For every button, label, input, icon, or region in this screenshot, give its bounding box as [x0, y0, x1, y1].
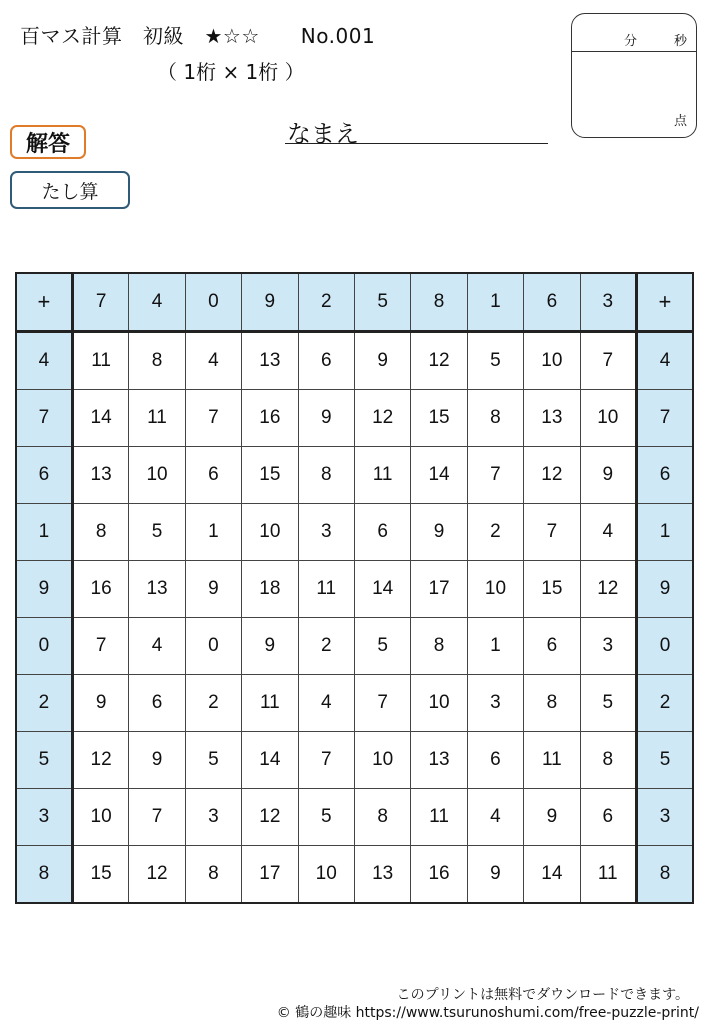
- answer-cell: 14: [72, 390, 128, 447]
- left-header-cell: 6: [16, 447, 72, 504]
- answer-cell: 11: [411, 789, 467, 846]
- answer-cell: 15: [242, 447, 298, 504]
- answer-cell: 4: [298, 675, 354, 732]
- answer-cell: 10: [129, 447, 185, 504]
- hundred-square-grid: [15, 272, 694, 904]
- left-header-cell: 3: [16, 789, 72, 846]
- answer-cell: 2: [298, 618, 354, 675]
- answer-cell: 6: [467, 732, 523, 789]
- answer-cell: 13: [129, 561, 185, 618]
- answer-cell: 13: [524, 390, 580, 447]
- answer-cell: 17: [242, 846, 298, 904]
- answer-cell: 3: [580, 618, 636, 675]
- right-header-cell: 8: [636, 846, 693, 904]
- answer-cell: 3: [298, 504, 354, 561]
- answer-cell: 13: [242, 332, 298, 390]
- answer-cell: 15: [411, 390, 467, 447]
- answer-cell: 9: [72, 675, 128, 732]
- answer-cell: 12: [354, 390, 410, 447]
- worksheet-subtitle: （ 1桁 × 1桁 ）: [157, 60, 305, 84]
- answer-cell: 6: [129, 675, 185, 732]
- answer-cell: 9: [185, 561, 241, 618]
- top-header-cell: 7: [72, 273, 128, 332]
- answer-cell: 16: [72, 561, 128, 618]
- answer-cell: 7: [129, 789, 185, 846]
- left-header-cell: 1: [16, 504, 72, 561]
- answer-cell: 13: [354, 846, 410, 904]
- answer-cell: 9: [524, 789, 580, 846]
- name-label: なまえ: [287, 120, 359, 148]
- grid-row: [16, 732, 693, 789]
- score-box: [571, 13, 697, 138]
- answer-cell: 6: [580, 789, 636, 846]
- top-header-cell: 6: [524, 273, 580, 332]
- left-header-cell: 9: [16, 561, 72, 618]
- answer-cell: 5: [580, 675, 636, 732]
- answer-cell: 4: [580, 504, 636, 561]
- top-header-cell: 9: [242, 273, 298, 332]
- answer-cell: 7: [467, 447, 523, 504]
- answer-cell: 4: [185, 332, 241, 390]
- answer-cell: 18: [242, 561, 298, 618]
- seconds-label: 秒: [674, 34, 688, 49]
- answer-cell: 13: [411, 732, 467, 789]
- answer-cell: 12: [411, 332, 467, 390]
- answer-cell: 7: [185, 390, 241, 447]
- answer-cell: 3: [185, 789, 241, 846]
- operation-type-badge: たし算: [10, 171, 130, 209]
- grid-row: [16, 390, 693, 447]
- answer-cell: 10: [524, 332, 580, 390]
- answer-cell: 12: [242, 789, 298, 846]
- answer-cell: 11: [298, 561, 354, 618]
- grid-row: [16, 846, 693, 904]
- answer-cell: 8: [354, 789, 410, 846]
- answer-cell: 14: [242, 732, 298, 789]
- answer-cell: 1: [467, 618, 523, 675]
- operator-cell-top-right: +: [636, 273, 693, 332]
- right-header-cell: 2: [636, 675, 693, 732]
- answer-cell: 6: [354, 504, 410, 561]
- minutes-label: 分: [624, 34, 638, 49]
- right-header-cell: 3: [636, 789, 693, 846]
- operator-cell-top-left: +: [16, 273, 72, 332]
- answer-cell: 5: [354, 618, 410, 675]
- footer-copyright: © 鶴の趣味 https://www.tsurunoshumi.com/free-puzzle-print/: [276, 1005, 699, 1021]
- answer-cell: 15: [72, 846, 128, 904]
- grid-row: [16, 618, 693, 675]
- answer-cell: 5: [298, 789, 354, 846]
- answer-cell: 2: [185, 675, 241, 732]
- answer-cell: 8: [524, 675, 580, 732]
- answer-cell: 12: [72, 732, 128, 789]
- answer-cell: 14: [411, 447, 467, 504]
- answer-cell: 17: [411, 561, 467, 618]
- answer-cell: 5: [467, 332, 523, 390]
- top-header-cell: 8: [411, 273, 467, 332]
- answer-cell: 6: [185, 447, 241, 504]
- top-header-cell: 1: [467, 273, 523, 332]
- answer-cell: 10: [242, 504, 298, 561]
- answer-cell: 9: [298, 390, 354, 447]
- answer-cell: 13: [72, 447, 128, 504]
- answer-cell: 6: [298, 332, 354, 390]
- answer-cell: 8: [298, 447, 354, 504]
- footer-download-note: このプリントは無料でダウンロードできます。: [396, 987, 689, 1003]
- top-header-cell: 2: [298, 273, 354, 332]
- left-header-cell: 8: [16, 846, 72, 904]
- top-header-cell: 5: [354, 273, 410, 332]
- answer-cell: 14: [524, 846, 580, 904]
- points-label: 点: [674, 114, 688, 129]
- grid-row: [16, 332, 693, 390]
- answer-cell: 8: [185, 846, 241, 904]
- answer-cell: 9: [354, 332, 410, 390]
- answer-cell: 5: [185, 732, 241, 789]
- grid-row: [16, 675, 693, 732]
- answer-cell: 5: [129, 504, 185, 561]
- answer-cell: 11: [354, 447, 410, 504]
- answer-cell: 12: [524, 447, 580, 504]
- right-header-cell: 9: [636, 561, 693, 618]
- answer-cell: 11: [242, 675, 298, 732]
- name-line: [285, 143, 548, 144]
- answer-cell: 10: [298, 846, 354, 904]
- answer-cell: 8: [467, 390, 523, 447]
- top-header-cell: 4: [129, 273, 185, 332]
- grid-row: [16, 447, 693, 504]
- answer-cell: 10: [354, 732, 410, 789]
- answer-cell: 11: [72, 332, 128, 390]
- left-header-cell: 2: [16, 675, 72, 732]
- left-header-cell: 7: [16, 390, 72, 447]
- worksheet-title: 百マス計算 初級 ★☆☆ No.001: [20, 24, 376, 48]
- answer-cell: 9: [242, 618, 298, 675]
- right-header-cell: 5: [636, 732, 693, 789]
- answer-cell: 10: [72, 789, 128, 846]
- answer-cell: 10: [580, 390, 636, 447]
- answer-cell: 12: [129, 846, 185, 904]
- grid-row: [16, 504, 693, 561]
- answer-cell: 6: [524, 618, 580, 675]
- answer-cell: 9: [467, 846, 523, 904]
- answer-cell: 11: [580, 846, 636, 904]
- answer-badge: 解答: [10, 125, 86, 159]
- right-header-cell: 0: [636, 618, 693, 675]
- answer-cell: 8: [580, 732, 636, 789]
- answer-cell: 1: [185, 504, 241, 561]
- answer-cell: 4: [467, 789, 523, 846]
- answer-cell: 7: [580, 332, 636, 390]
- answer-cell: 12: [580, 561, 636, 618]
- answer-cell: 15: [524, 561, 580, 618]
- answer-cell: 16: [242, 390, 298, 447]
- answer-cell: 8: [129, 332, 185, 390]
- left-header-cell: 4: [16, 332, 72, 390]
- answer-cell: 7: [72, 618, 128, 675]
- right-header-cell: 4: [636, 332, 693, 390]
- top-header-cell: 0: [185, 273, 241, 332]
- right-header-cell: 7: [636, 390, 693, 447]
- right-header-cell: 6: [636, 447, 693, 504]
- answer-cell: 2: [467, 504, 523, 561]
- left-header-cell: 0: [16, 618, 72, 675]
- right-header-cell: 1: [636, 504, 693, 561]
- answer-cell: 9: [580, 447, 636, 504]
- answer-cell: 7: [298, 732, 354, 789]
- grid-row: [16, 789, 693, 846]
- score-box-divider: [572, 51, 696, 52]
- answer-cell: 11: [129, 390, 185, 447]
- answer-cell: 4: [129, 618, 185, 675]
- answer-cell: 8: [411, 618, 467, 675]
- answer-cell: 16: [411, 846, 467, 904]
- answer-cell: 9: [129, 732, 185, 789]
- answer-cell: 8: [72, 504, 128, 561]
- answer-cell: 3: [467, 675, 523, 732]
- answer-cell: 10: [467, 561, 523, 618]
- answer-cell: 0: [185, 618, 241, 675]
- answer-cell: 11: [524, 732, 580, 789]
- grid-row: [16, 561, 693, 618]
- answer-cell: 10: [411, 675, 467, 732]
- top-header-cell: 3: [580, 273, 636, 332]
- answer-cell: 7: [354, 675, 410, 732]
- answer-cell: 14: [354, 561, 410, 618]
- answer-cell: 9: [411, 504, 467, 561]
- answer-cell: 7: [524, 504, 580, 561]
- header-row: [16, 273, 693, 332]
- left-header-cell: 5: [16, 732, 72, 789]
